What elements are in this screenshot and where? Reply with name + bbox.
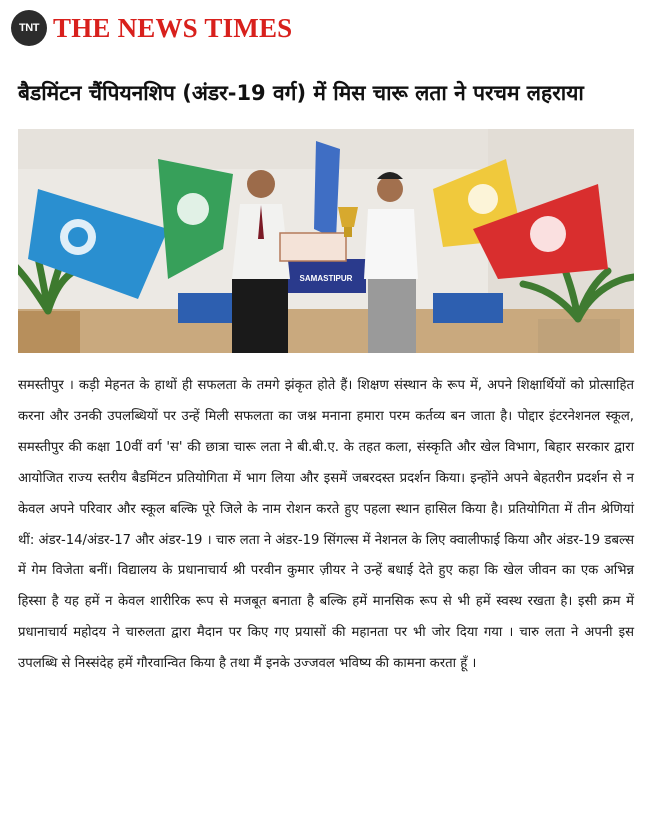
brand-name: THE NEWS TIMES [53, 12, 293, 43]
article-photo [18, 129, 634, 353]
article-headline: बैडमिंटन चैंपियनशिप (अंडर-19 वर्ग) में मिस चारू लता ने परचम लहराया [18, 81, 584, 105]
flag-blue [314, 141, 340, 239]
masthead [11, 10, 292, 46]
tnt-logo [11, 10, 47, 46]
article-body: समस्तीपुर । कड़ी मेहनत के हाथों ही सफलता के तमगे झंकृत होते हैं। शिक्षण संस्थान के रूप में, अपने शिक्षार्थियों को प्रोत्साहित करना और उनकी उपलब्धियों पर उन्हें मिली सफलता का जश्न मनाना हमारा परम कर्तव्य बन जाता है। पोद्दार इंटरनेशनल स्कूल, समस्तीपुर की कक्षा 10वीं वर्ग 'स' की छात्रा चारू लता ने बी.बी.ए. के तहत कला, संस्कृति और खेल विभाग, बिहार सरकार द्वारा आयोजित राज्य स्तरीय बैडमिंटन प्रतियोगिता में भाग लिया और इसमें जबरदस्त प्रदर्शन किया। इन्होंने अपने बेहतरीन प्रदर्शन से न केवल अपने परिवार और स्कूल बल्कि पूरे जिले के नाम रोशन करते हुए पहला स्थान हासिल किया है। प्रतियोगिता में तीन श्रेणियां थीं: अंडर-14/अंडर-17 और अंडर-19 । चारु लता ने अंडर-19 सिंगल्स में नेशनल के लिए क्वालीफाई किया और अंडर-19 डबल्स में गेम विजेता बनीं। विद्यालय के प्रधानाचार्य श्री परवीन कुमार ज़ीयर ने उन्हें बधाई देते हुए कहा कि खेल जीवन का एक अभिन्न हिस्सा है यह हमें न केवल शारीरिक रूप से मजबूत बनाता है बल्कि हमें मानसिक रूप से भी हमें स्वस्थ रखता है। इसी क्रम में प्रधानाचार्य महोदय ने चारुलता द्वारा मैदान पर किए गए प्रयासों की महानता पर भी जोर दिया गया । चारु लता ने अपनी इस उपलब्धि से निस्संदेह हमें गौरवान्वित किया है तथा मैं इनके उज्जवल भविष्य की कामना करता हूँ । [18, 378, 635, 672]
certificate [280, 233, 346, 261]
board-label: SAMASTIPUR [299, 274, 353, 283]
logo-text: TNT [19, 22, 39, 34]
